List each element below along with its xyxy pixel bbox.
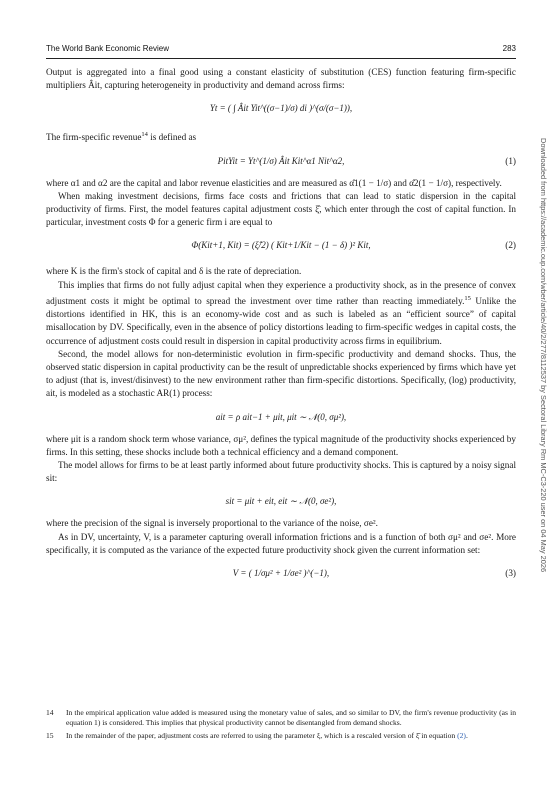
equation-text: Φ(Kit+1, Kit) = (ξ̂/2) ( Kit+1/Kit − (1 − δ) )² Kit,	[191, 240, 371, 251]
paragraph-text: The firm-specific revenue	[46, 132, 142, 143]
paragraph: When making investment decisions, firms face costs and frictions that can lead to static dispersion in the capital productivity of firms. First, the model features capital adjustment costs ξ̂, which enter through the cost of capital function. In particular, investment costs Φ for a generic firm i are equal to	[46, 190, 516, 228]
equation-number: (3)	[505, 568, 516, 578]
paragraph: As in DV, uncertainty, V, is a parameter capturing overall information frictions and is a function of both σμ² and σe². More specifically, it is computed as the variance of the expected future productivity shock given the current information set:	[46, 531, 516, 555]
header-rule	[46, 58, 516, 59]
equation-text: Yt = ( ∫ Âit Yit^((σ−1)/σ) di )^(σ/(σ−1)),	[209, 103, 353, 114]
paragraph: where K is the firm's stock of capital and δ is the rate of depreciation.	[46, 266, 302, 277]
footnote-text: In the remainder of the paper, adjustment costs are referred to using the parameter ξ, which is a rescaled version of ξ̂ in equation	[66, 730, 458, 740]
journal-title: The World Bank Economic Review	[46, 44, 170, 53]
footnote-tail: .	[465, 730, 468, 740]
equation-text: ait = ρ ait−1 + μit, μit ∼ 𝒩(0, σμ²),	[215, 411, 347, 422]
paragraph-text: is defined as	[147, 132, 197, 143]
equation-text: PitYit = Yt^(1/σ) Âit Kit^α1 Nit^α2,	[217, 155, 345, 166]
equation-text: sit = μit + eit, eit ∼ 𝒩(0, σe²),	[225, 496, 337, 507]
paragraph	[46, 279, 516, 348]
download-watermark: Downloaded from https://academic.oup.com/wber/article/40/2/277/8112537 by Sectoral Library Rm MC-C3-220 user on 04 May 2026	[539, 138, 548, 573]
article-body	[46, 66, 516, 593]
footnote-number: 15	[46, 730, 54, 740]
page	[46, 0, 516, 800]
paragraph: Second, the model allows for non-deterministic evolution in firm-specific productivity and demand shocks. Thus, the observed static dispersion in capital productivity can be the result of unpredictable shocks experienced by firms which have yet to adjust (that is, invest/disinvest) to the new environment rather than firm-specific distortions. Specifically, (log) productivity, ait, is modeled as a stochastic AR(1) process:	[46, 348, 516, 399]
equation-ar1	[46, 404, 516, 430]
equation-ces	[46, 95, 516, 125]
footnote-ref-14[interactable]: 14	[141, 131, 148, 139]
equation-1	[46, 148, 516, 174]
equation-text: V = ( 1/σμ² + 1/σe² )^(−1),	[232, 568, 330, 578]
footnote-number: 14	[46, 708, 54, 717]
paragraph: The model allows for firms to be at least partly informed about future productivity shocks. This is captured by a noisy signal sit:	[46, 459, 516, 484]
paragraph: Output is aggregated into a final good using a constant elasticity of substitution (CES) function featuring firm-specific multipliers Âit, capturing heterogeneity in productivity and demand across firms:	[46, 67, 516, 91]
equation-number: (2)	[505, 240, 516, 251]
page-number: 283	[502, 44, 516, 53]
equation-link[interactable]: (2)	[457, 730, 466, 740]
footnotes	[46, 708, 516, 743]
footnote-15	[46, 731, 516, 741]
paragraph	[46, 128, 516, 144]
footnote-text: In the empirical application value added is measured using the monetary value of sales, and so similar to DV, the firm's revenue productivity (as in equation 1) is considered. This implies that physical productivity cannot be disentangled from demand shocks.	[66, 708, 516, 728]
equation-signal	[46, 488, 516, 514]
equation-3	[46, 560, 516, 590]
footnote-14	[46, 708, 516, 729]
paragraph: where α1 and α2 are the capital and labor revenue elasticities and are measured as α̂1(1 − 1/σ) and α̂2(1 − 1/σ), respectively.	[46, 177, 502, 188]
paragraph-text: This implies that firms do not fully adjust capital when they experience a productivity shock, as in the presence of convex adjustment costs it might be optimal to spread the investment over time rather than reacting immediately.	[46, 279, 516, 306]
equation-2	[46, 232, 516, 262]
paragraph-text: Unlike the distortions identified in HK, this is an economy-wide cost and as such is labeled as an “efficient source” of capital misallocation by DV. Specifically, even in the absence of policy distortions leading to firm-specific wedges in capital costs, the occurrence of adjustment costs could result in dispersion in capital productivity across firms in equilibrium.	[46, 295, 517, 346]
paragraph: where μit is a random shock term whose variance, σμ², defines the typical magnitude of the productivity shocks experienced by firms. In this setting, these shocks include both a technical efficiency and a demand component.	[46, 433, 516, 457]
footnote-ref-15[interactable]: 15	[464, 294, 471, 302]
paragraph: where the precision of the signal is inversely proportional to the variance of the noise, σe².	[46, 518, 378, 529]
equation-number: (1)	[505, 155, 516, 166]
